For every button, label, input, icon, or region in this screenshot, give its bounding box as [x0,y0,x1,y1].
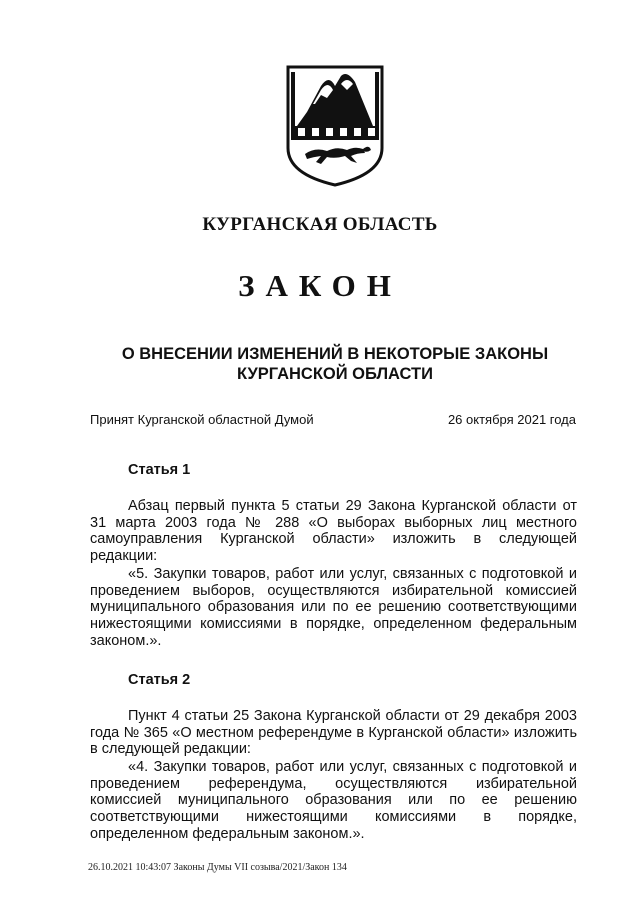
region-heading: КУРГАНСКАЯ ОБЛАСТЬ [202,214,438,235]
document-footer: 26.10.2021 10:43:07 Законы Думы VII созыва/2021/Закон 134 [88,862,347,873]
article-paragraph: Пункт 4 статьи 25 Закона Курганской области от 29 декабря 2003 года № 365 «О местном референдуме в Курганской области» изложить в следующей редакции: [90,708,577,758]
law-title [90,344,580,384]
law-title-line: О ВНЕСЕНИИ ИЗМЕНЕНИЙ В НЕКОТОРЫЕ ЗАКОНЫ [121,345,549,363]
article-paragraph: Абзац первый пункта 5 статьи 29 Закона Курганской области от 31 марта 2003 года № 288 «О выборах выборных лиц местного самоуправления Курганской области» изложить в следующей редакции: [90,498,577,565]
article-heading: Статья 1 [128,462,191,478]
document-type-heading: ЗАКОН [238,268,402,303]
coat-of-arms-icon [285,64,385,187]
article-paragraph: «5. Закупки товаров, работ или услуг, связанных с подготовкой и проведением выборов, осуществляются избирательной комиссией муниципального образования или по ее решению соответствующими нижестоящими комиссиями в порядке, определенном федеральным законом.». [90,566,577,649]
law-title-line: КУРГАНСКОЙ ОБЛАСТИ [237,365,433,383]
article-paragraph: «4. Закупки товаров, работ или услуг, связанных с подготовкой и проведением референдума, осуществляются избирательной комиссией муниципального образования или по ее решению соответствующими нижестоящими комиссиями в порядке, определенном федеральным законом.». [90,759,577,842]
article-heading: Статья 2 [128,672,191,688]
adopted-by: Принят Курганской областной Думой [90,412,314,427]
adoption-date: 26 октября 2021 года [447,412,576,427]
